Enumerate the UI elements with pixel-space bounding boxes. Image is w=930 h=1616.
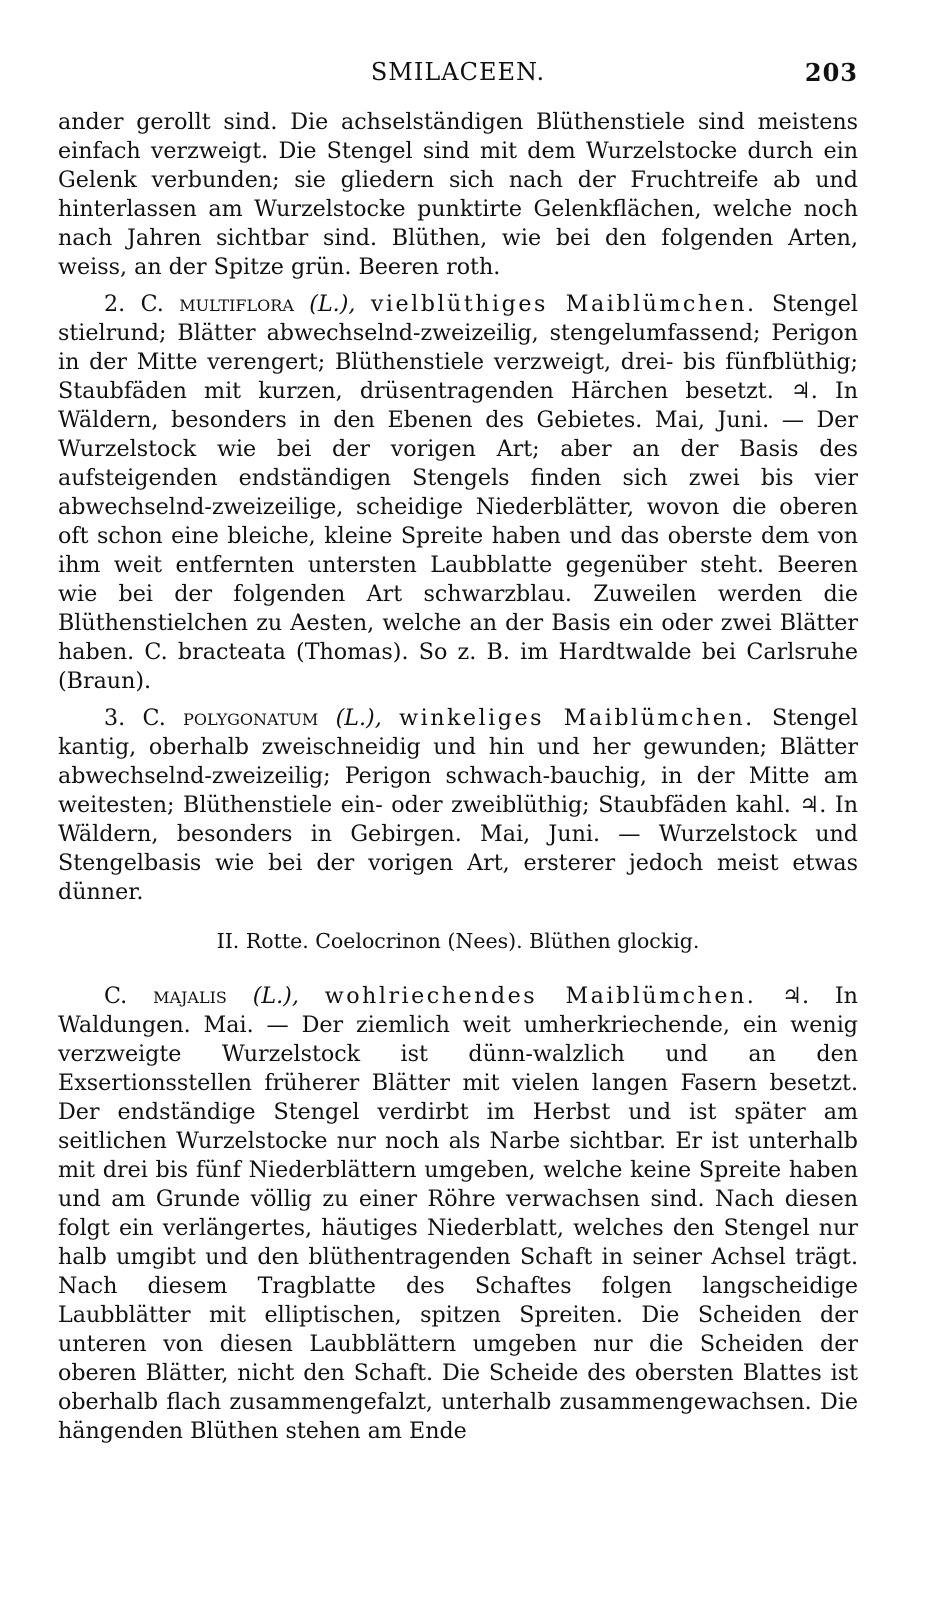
- entry-number: 2. C.: [104, 291, 164, 317]
- running-head: [58, 52, 858, 96]
- running-head-title: SMILACEEN.: [370, 58, 546, 86]
- species-description: ♃. In Waldungen. Mai. — Der ziemlich weit umherkriechende, ein wenig verzweigte Wurzelstock ist dünn-walzlich und an den Exsertionsstellen früherer Blätter mit vielen langen Fasern besetzt. Der endständige Stengel verdirbt im Herbst und ist später am seitlichen Wurzelstocke nur noch als Narbe sichtbar. Er ist unterhalb mit drei bis fünf Niederblättern umgeben, welche keine Spreite haben und am Grunde völlig zu einer Röhre verwachsen sind. Nach diesen folgt ein verlängertes, häutiges Niederblatt, welches den Stengel nur halb umgibt und den blüthentragenden Schaft in seiner Achsel trägt. Nach diesem Tragblatte des Schaftes folgen langscheidige Laubblätter mit elliptischen, spitzen Spreiten. Die Scheiden der unteren von diesen Laubblättern umgeben nur die Scheiden der oberen Blätter, nicht den Schaft. Die Scheide des obersten Blattes ist oberhalb flach zusammengefalzt, unterhalb zusammengewachsen. Die hängenden Blüthen stehen am Ende: [58, 983, 858, 1444]
- entry-number: C.: [104, 983, 128, 1009]
- species-author: (L.),: [309, 291, 356, 317]
- species-name: majalis: [153, 983, 227, 1009]
- species-name: multiflora: [179, 291, 294, 317]
- species-entry-polygonatum: [58, 704, 858, 907]
- species-description: Stengel stielrund; Blätter abwechselnd-zweizeilig, stengelumfassend; Perigon in der Mitte verengert; Blüthenstiele verzweigt, drei- bis fünfblüthig; Staubfäden mit kurzen, drüsentragenden Härchen besetzt. ♃. In Wäldern, besonders in den Ebenen des Gebietes. Mai, Juni. — Der Wurzelstock wie bei der vorigen Art; aber an der Basis des aufsteigenden endständigen Stengels finden sich zwei bis vier abwechselnd-zweizeilige, scheidige Niederblätter, wovon die oberen oft schon eine bleiche, kleine Spreite haben und das oberste dem von ihm weit entfernten untersten Laubblatte gegenüber steht. Beeren wie bei der folgenden Art schwarzblau. Zuweilen werden die Blüthenstielchen zu Aesten, welche an der Basis ein oder zwei Blätter haben. C. bracteata (Thomas). So z. B. im Hardtwalde bei Carlsruhe (Braun).: [58, 291, 859, 694]
- common-name: winkeliges Maiblümchen.: [399, 705, 755, 731]
- entry-number: 3. C.: [104, 705, 166, 731]
- species-name: polygonatum: [183, 705, 319, 731]
- species-description: Stengel kantig, oberhalb zweischneidig und hin und her gewunden; Blätter abwechselnd-zweizeilig; Perigon schwach-bauchig, in der Mitte am weitesten; Blüthenstiele ein- oder zweiblüthig; Staubfäden kahl. ♃. In Wäldern, besonders in Gebirgen. Mai, Juni. — Wurzelstock und Stengelbasis wie bei der vorigen Art, ersterer jedoch meist etwas dünner.: [58, 705, 858, 905]
- species-author: (L.),: [252, 983, 299, 1009]
- paragraph-continuation: ander gerollt sind. Die achselständigen Blüthenstiele sind meistens einfach verzweigt. Die Stengel sind mit dem Wurzelstocke durch ein Gelenk verbunden; sie gliedern sich nach der Fruchtreife ab und hinterlassen am Wurzelstocke punktirte Gelenkflächen, welche noch nach Jahren sichtbar sind. Blüthen, wie bei den folgenden Arten, weiss, an der Spitze grün. Beeren roth.: [58, 109, 858, 280]
- section-heading: II. Rotte. Coelocrinon (Nees). Blüthen glockig.: [216, 929, 700, 953]
- species-entry-multiflora: [58, 290, 858, 696]
- species-entry-majalis: [58, 982, 858, 1446]
- common-name: wohlriechendes Maiblümchen.: [324, 983, 757, 1009]
- page-number: 203: [804, 58, 858, 87]
- body-text: [58, 108, 858, 1446]
- common-name: vielblüthiges Maiblümchen.: [370, 291, 757, 317]
- species-author: (L.),: [335, 705, 382, 731]
- book-page: [58, 52, 858, 1454]
